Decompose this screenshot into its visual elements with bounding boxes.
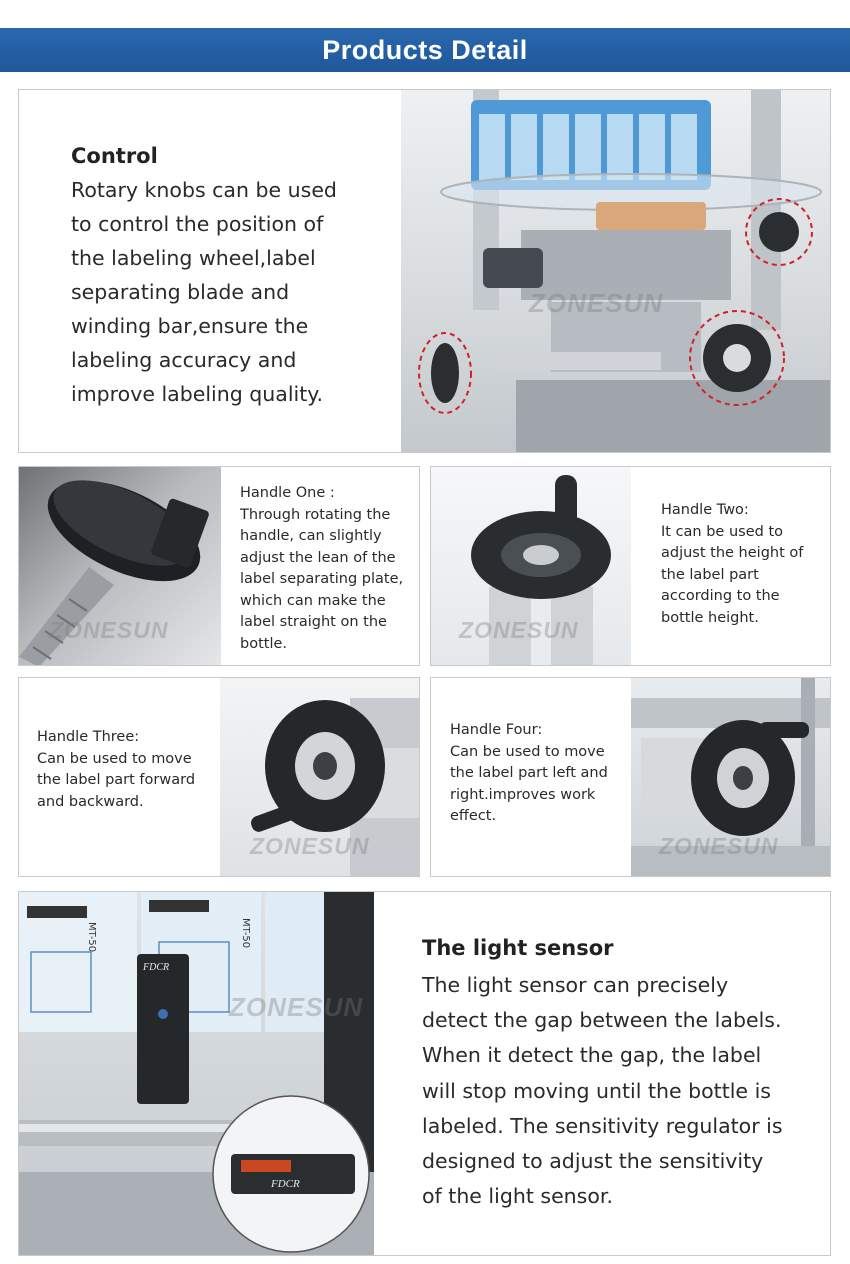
handle-two-panel [430,466,831,666]
control-panel [18,89,831,453]
products-detail-banner [0,28,850,72]
handle-four-panel [430,677,831,877]
box-label-b: MT-50 [240,918,251,949]
handle-four-photo [631,678,831,877]
handle-four-text: Handle Four: Can be used to move the label part left and right.improves work effect. [450,722,608,824]
light-sensor-photo [19,892,374,1256]
box-label-a: MT-50 [86,922,97,953]
light-sensor-title: The light sensor [422,936,614,960]
watermark-text: ZONESUN [659,833,779,859]
handle-three-text: Handle Three: Can be used to move the label part forward and backward. [37,729,196,810]
light-sensor-body: The light sensor can precisely detect the gap between the labels. When it detect the gap, the label will stop moving until the bottle is labeled. The sensitivity regulator is designed to adjust the sensitivity of the light sensor. [422,973,783,1209]
control-body: Rotary knobs can be used to control the position of the labeling wheel,label separating blade and winding bar,ensure the labeling accuracy and improve labeling quality. [71,178,337,406]
handle-two-text: Handle Two: It can be used to adjust the height of the label part according to the bottle height. [661,502,804,626]
watermark-text: ZONESUN [49,617,169,643]
watermark-text: ZONESUN [229,992,364,1022]
labeling-wheel-photo [401,90,831,453]
banner-title: Products Detail [322,35,528,65]
sensor-brand-label: FDCR [143,962,170,973]
amplifier-brand-label: FDCR [271,1178,300,1190]
light-sensor-panel [18,891,831,1256]
handle-three-panel [18,677,420,877]
handle-one-photo [19,467,221,666]
watermark-text: ZONESUN [529,288,664,318]
handle-two-photo [431,467,631,666]
watermark-text: ZONESUN [250,833,370,859]
watermark-text: ZONESUN [459,617,579,643]
handle-one-text: Handle One : Through rotating the handle, can slightly adjust the lean of the label separating plate, which can make the label straight on the bottle. [240,485,404,652]
handle-one-panel [18,466,420,666]
handle-three-photo [220,678,420,877]
control-title: Control [71,144,158,168]
